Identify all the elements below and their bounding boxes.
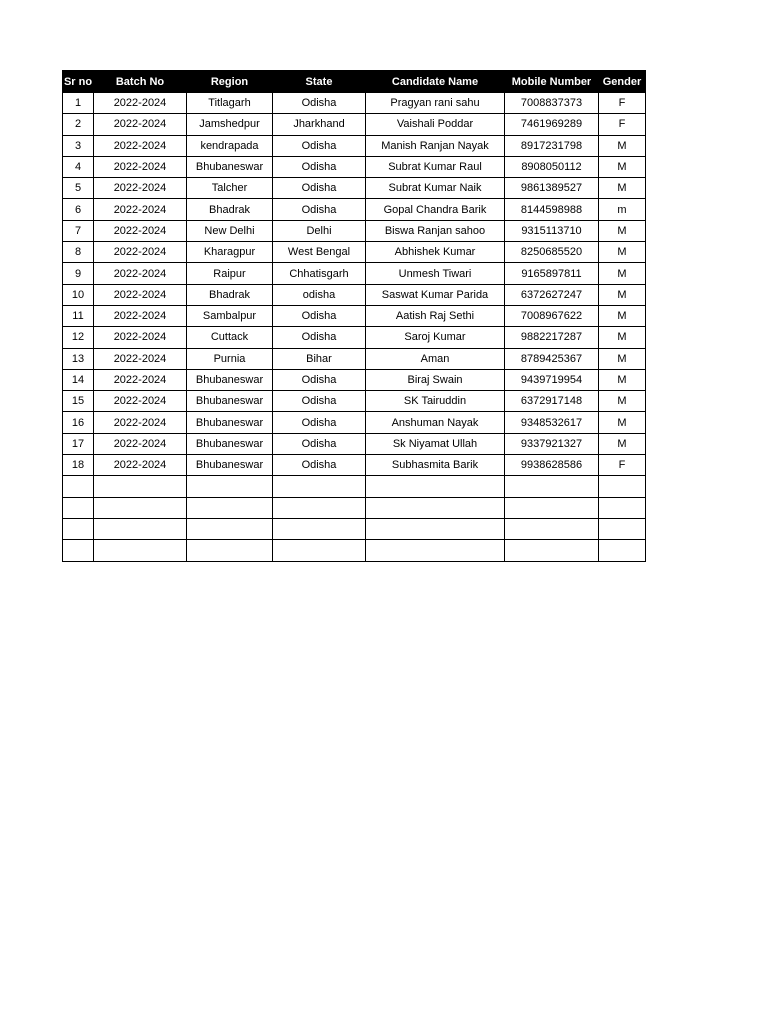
header-candidate-name: Candidate Name bbox=[366, 71, 505, 93]
cell-sr-no: 15 bbox=[63, 391, 94, 412]
cell-batch-no: 2022-2024 bbox=[94, 263, 187, 284]
cell-mobile-number bbox=[505, 518, 599, 539]
cell-candidate-name bbox=[366, 540, 505, 561]
cell-state bbox=[273, 540, 366, 561]
table-row bbox=[63, 242, 646, 263]
cell-candidate-name bbox=[366, 476, 505, 497]
cell-mobile-number: 8250685520 bbox=[505, 242, 599, 263]
table-row bbox=[63, 476, 646, 497]
cell-sr-no: 8 bbox=[63, 242, 94, 263]
cell-batch-no bbox=[94, 476, 187, 497]
cell-gender: F bbox=[599, 455, 646, 476]
cell-mobile-number bbox=[505, 540, 599, 561]
cell-region: Cuttack bbox=[187, 327, 273, 348]
cell-mobile-number: 9938628586 bbox=[505, 455, 599, 476]
cell-state: Odisha bbox=[273, 433, 366, 454]
cell-region bbox=[187, 497, 273, 518]
table-row bbox=[63, 327, 646, 348]
cell-region: Purnia bbox=[187, 348, 273, 369]
cell-gender: M bbox=[599, 412, 646, 433]
cell-state: Chhatisgarh bbox=[273, 263, 366, 284]
cell-mobile-number: 9165897811 bbox=[505, 263, 599, 284]
cell-sr-no: 3 bbox=[63, 135, 94, 156]
cell-sr-no: 10 bbox=[63, 284, 94, 305]
table-row bbox=[63, 540, 646, 561]
cell-state: Odisha bbox=[273, 412, 366, 433]
cell-gender: M bbox=[599, 284, 646, 305]
cell-gender: M bbox=[599, 178, 646, 199]
cell-mobile-number bbox=[505, 476, 599, 497]
cell-candidate-name: Sk Niyamat Ullah bbox=[366, 433, 505, 454]
cell-sr-no: 12 bbox=[63, 327, 94, 348]
cell-sr-no: 18 bbox=[63, 455, 94, 476]
cell-candidate-name: Unmesh Tiwari bbox=[366, 263, 505, 284]
cell-batch-no bbox=[94, 540, 187, 561]
cell-sr-no bbox=[63, 476, 94, 497]
cell-region: Bhubaneswar bbox=[187, 369, 273, 390]
cell-region bbox=[187, 540, 273, 561]
table-row bbox=[63, 497, 646, 518]
cell-candidate-name: SK Tairuddin bbox=[366, 391, 505, 412]
table-row bbox=[63, 135, 646, 156]
cell-state: Odisha bbox=[273, 369, 366, 390]
cell-gender bbox=[599, 497, 646, 518]
cell-region: Bhadrak bbox=[187, 199, 273, 220]
cell-candidate-name: Subrat Kumar Raul bbox=[366, 156, 505, 177]
cell-state: Odisha bbox=[273, 135, 366, 156]
cell-sr-no: 6 bbox=[63, 199, 94, 220]
table-row bbox=[63, 156, 646, 177]
cell-mobile-number: 8908050112 bbox=[505, 156, 599, 177]
cell-candidate-name: Manish Ranjan Nayak bbox=[366, 135, 505, 156]
cell-region: Raipur bbox=[187, 263, 273, 284]
cell-batch-no: 2022-2024 bbox=[94, 135, 187, 156]
cell-state: Odisha bbox=[273, 93, 366, 114]
cell-state: Jharkhand bbox=[273, 114, 366, 135]
cell-candidate-name: Biswa Ranjan sahoo bbox=[366, 220, 505, 241]
header-row bbox=[63, 71, 646, 93]
cell-candidate-name: Gopal Chandra Barik bbox=[366, 199, 505, 220]
cell-batch-no: 2022-2024 bbox=[94, 433, 187, 454]
cell-mobile-number: 6372917148 bbox=[505, 391, 599, 412]
table-row bbox=[63, 412, 646, 433]
cell-gender: M bbox=[599, 242, 646, 263]
cell-mobile-number: 9348532617 bbox=[505, 412, 599, 433]
cell-state: Odisha bbox=[273, 391, 366, 412]
cell-batch-no bbox=[94, 518, 187, 539]
cell-gender: M bbox=[599, 135, 646, 156]
cell-batch-no: 2022-2024 bbox=[94, 305, 187, 326]
cell-region bbox=[187, 476, 273, 497]
table-row bbox=[63, 348, 646, 369]
cell-batch-no: 2022-2024 bbox=[94, 199, 187, 220]
cell-state: Odisha bbox=[273, 305, 366, 326]
cell-gender: m bbox=[599, 199, 646, 220]
cell-gender: F bbox=[599, 93, 646, 114]
cell-candidate-name: Anshuman Nayak bbox=[366, 412, 505, 433]
cell-batch-no: 2022-2024 bbox=[94, 327, 187, 348]
cell-batch-no bbox=[94, 497, 187, 518]
cell-gender: F bbox=[599, 114, 646, 135]
header-batch-no: Batch No bbox=[94, 71, 187, 93]
cell-gender: M bbox=[599, 305, 646, 326]
cell-state bbox=[273, 497, 366, 518]
cell-region: Bhubaneswar bbox=[187, 455, 273, 476]
cell-state: West Bengal bbox=[273, 242, 366, 263]
cell-region: New Delhi bbox=[187, 220, 273, 241]
cell-region: Jamshedpur bbox=[187, 114, 273, 135]
cell-gender bbox=[599, 476, 646, 497]
table-row bbox=[63, 455, 646, 476]
cell-state: Odisha bbox=[273, 178, 366, 199]
cell-candidate-name: Vaishali Poddar bbox=[366, 114, 505, 135]
cell-batch-no: 2022-2024 bbox=[94, 178, 187, 199]
header-state: State bbox=[273, 71, 366, 93]
cell-region: Kharagpur bbox=[187, 242, 273, 263]
table-header bbox=[63, 71, 646, 93]
cell-mobile-number: 8789425367 bbox=[505, 348, 599, 369]
cell-mobile-number: 9439719954 bbox=[505, 369, 599, 390]
cell-candidate-name: Saswat Kumar Parida bbox=[366, 284, 505, 305]
cell-sr-no: 11 bbox=[63, 305, 94, 326]
cell-region bbox=[187, 518, 273, 539]
cell-sr-no: 13 bbox=[63, 348, 94, 369]
cell-state: Odisha bbox=[273, 199, 366, 220]
cell-gender: M bbox=[599, 369, 646, 390]
cell-region: Bhubaneswar bbox=[187, 433, 273, 454]
cell-sr-no: 2 bbox=[63, 114, 94, 135]
cell-sr-no: 7 bbox=[63, 220, 94, 241]
cell-mobile-number: 7008967622 bbox=[505, 305, 599, 326]
cell-gender bbox=[599, 540, 646, 561]
cell-region: Sambalpur bbox=[187, 305, 273, 326]
cell-mobile-number: 8917231798 bbox=[505, 135, 599, 156]
cell-gender: M bbox=[599, 263, 646, 284]
cell-gender: M bbox=[599, 156, 646, 177]
cell-mobile-number bbox=[505, 497, 599, 518]
cell-batch-no: 2022-2024 bbox=[94, 391, 187, 412]
header-mobile-number: Mobile Number bbox=[505, 71, 599, 93]
cell-batch-no: 2022-2024 bbox=[94, 114, 187, 135]
cell-sr-no bbox=[63, 540, 94, 561]
cell-state: odisha bbox=[273, 284, 366, 305]
cell-sr-no: 4 bbox=[63, 156, 94, 177]
table-body bbox=[63, 93, 646, 562]
cell-candidate-name: Saroj Kumar bbox=[366, 327, 505, 348]
cell-mobile-number: 9315113710 bbox=[505, 220, 599, 241]
cell-sr-no: 5 bbox=[63, 178, 94, 199]
table-row bbox=[63, 284, 646, 305]
table-row bbox=[63, 220, 646, 241]
cell-state: Odisha bbox=[273, 156, 366, 177]
cell-candidate-name: Subrat Kumar Naik bbox=[366, 178, 505, 199]
cell-sr-no: 1 bbox=[63, 93, 94, 114]
header-region: Region bbox=[187, 71, 273, 93]
cell-candidate-name: Abhishek Kumar bbox=[366, 242, 505, 263]
cell-batch-no: 2022-2024 bbox=[94, 242, 187, 263]
cell-batch-no: 2022-2024 bbox=[94, 369, 187, 390]
cell-state bbox=[273, 476, 366, 497]
table-row bbox=[63, 93, 646, 114]
cell-region: Bhubaneswar bbox=[187, 156, 273, 177]
cell-batch-no: 2022-2024 bbox=[94, 93, 187, 114]
cell-region: Bhadrak bbox=[187, 284, 273, 305]
table-row bbox=[63, 114, 646, 135]
cell-region: Bhubaneswar bbox=[187, 412, 273, 433]
cell-candidate-name: Biraj Swain bbox=[366, 369, 505, 390]
cell-candidate-name: Subhasmita Barik bbox=[366, 455, 505, 476]
cell-batch-no: 2022-2024 bbox=[94, 412, 187, 433]
cell-sr-no: 9 bbox=[63, 263, 94, 284]
cell-batch-no: 2022-2024 bbox=[94, 220, 187, 241]
table-row bbox=[63, 263, 646, 284]
cell-sr-no bbox=[63, 497, 94, 518]
header-gender: Gender bbox=[599, 71, 646, 93]
table-row bbox=[63, 199, 646, 220]
table-row bbox=[63, 518, 646, 539]
cell-region: Talcher bbox=[187, 178, 273, 199]
cell-sr-no: 16 bbox=[63, 412, 94, 433]
table-row bbox=[63, 433, 646, 454]
cell-state: Bihar bbox=[273, 348, 366, 369]
cell-state bbox=[273, 518, 366, 539]
cell-batch-no: 2022-2024 bbox=[94, 284, 187, 305]
cell-region: Bhubaneswar bbox=[187, 391, 273, 412]
cell-candidate-name: Aman bbox=[366, 348, 505, 369]
table-row bbox=[63, 369, 646, 390]
cell-state: Delhi bbox=[273, 220, 366, 241]
cell-candidate-name bbox=[366, 497, 505, 518]
cell-gender: M bbox=[599, 327, 646, 348]
cell-batch-no: 2022-2024 bbox=[94, 156, 187, 177]
cell-gender: M bbox=[599, 348, 646, 369]
cell-candidate-name: Pragyan rani sahu bbox=[366, 93, 505, 114]
cell-candidate-name bbox=[366, 518, 505, 539]
cell-sr-no bbox=[63, 518, 94, 539]
header-sr-no: Sr no bbox=[63, 71, 94, 93]
cell-sr-no: 14 bbox=[63, 369, 94, 390]
cell-region: Titlagarh bbox=[187, 93, 273, 114]
cell-mobile-number: 9861389527 bbox=[505, 178, 599, 199]
candidate-table bbox=[62, 70, 646, 562]
cell-mobile-number: 7008837373 bbox=[505, 93, 599, 114]
cell-mobile-number: 9882217287 bbox=[505, 327, 599, 348]
cell-state: Odisha bbox=[273, 455, 366, 476]
cell-gender: M bbox=[599, 220, 646, 241]
cell-mobile-number: 6372627247 bbox=[505, 284, 599, 305]
cell-mobile-number: 8144598988 bbox=[505, 199, 599, 220]
cell-gender: M bbox=[599, 433, 646, 454]
cell-region: kendrapada bbox=[187, 135, 273, 156]
cell-candidate-name: Aatish Raj Sethi bbox=[366, 305, 505, 326]
cell-sr-no: 17 bbox=[63, 433, 94, 454]
cell-batch-no: 2022-2024 bbox=[94, 455, 187, 476]
cell-gender: M bbox=[599, 391, 646, 412]
cell-gender bbox=[599, 518, 646, 539]
table-row bbox=[63, 178, 646, 199]
cell-state: Odisha bbox=[273, 327, 366, 348]
cell-mobile-number: 7461969289 bbox=[505, 114, 599, 135]
cell-batch-no: 2022-2024 bbox=[94, 348, 187, 369]
cell-mobile-number: 9337921327 bbox=[505, 433, 599, 454]
table-row bbox=[63, 305, 646, 326]
table-row bbox=[63, 391, 646, 412]
